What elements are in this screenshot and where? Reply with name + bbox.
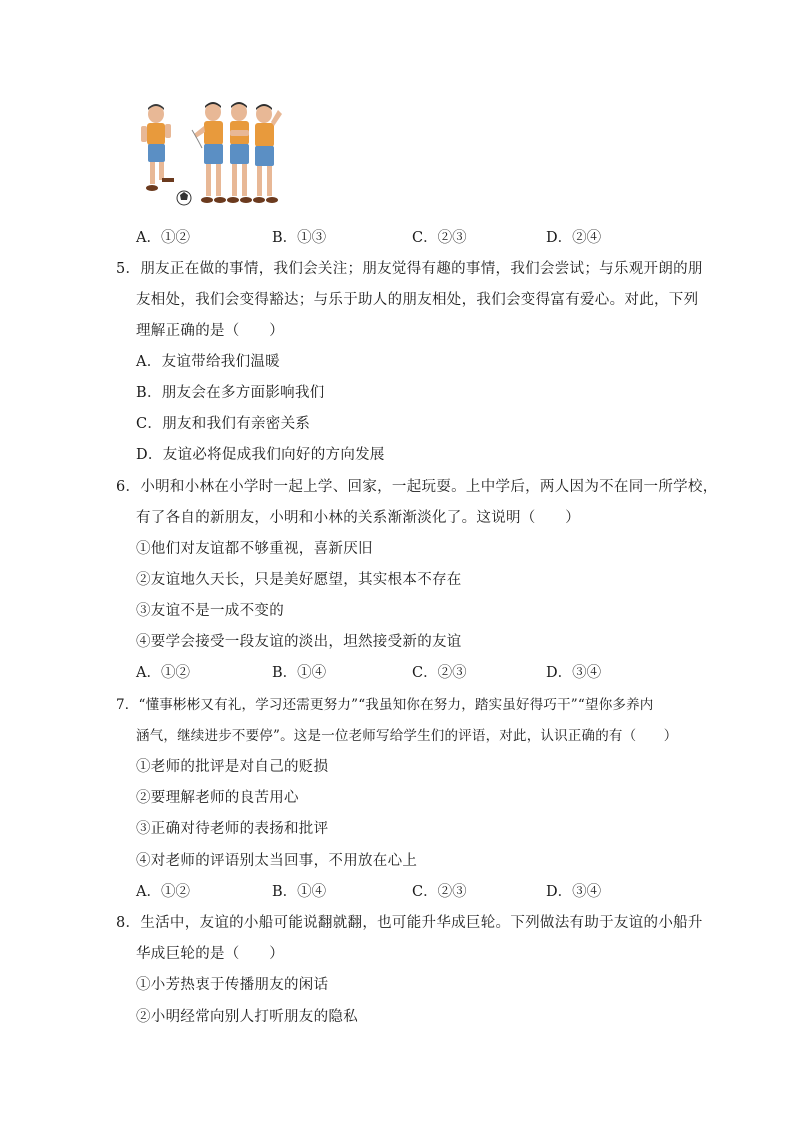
q4-option-a: A．①② (136, 230, 190, 246)
q6-option-d: D．③④ (546, 665, 602, 681)
q5-choice-a: A．友谊带给我们温暖 (136, 354, 280, 370)
q6-stem-line: 6．小明和小林在小学时一起上学、回家，一起玩耍。上中学后，两人因为不在同一所学校， (116, 479, 718, 495)
q5-choice-b: B．朋友会在多方面影响我们 (136, 385, 325, 401)
q7-item-3: ③正确对待老师的表扬和批评 (136, 821, 329, 837)
q6-item-1: ①他们对友谊都不够重视，喜新厌旧 (136, 541, 373, 557)
q8-item-2: ②小明经常向别人打听朋友的隐私 (136, 1009, 358, 1025)
q6-option-c: C．②③ (412, 665, 467, 681)
boys-with-football-illustration (138, 100, 286, 212)
q8-stem-line: 华成巨轮的是（ ） (136, 946, 284, 962)
q7-stem-line: 涵气，继续进步不要停”。这是一位老师写给学生们的评语，对此，认识正确的有（ ） (136, 728, 678, 744)
q6-item-4: ④要学会接受一段友谊的淡出，坦然接受新的友谊 (136, 634, 462, 650)
boy-figure (253, 104, 282, 203)
q6-option-b: B．①④ (272, 665, 327, 681)
boy-figure (227, 102, 252, 203)
boy-figure (192, 102, 226, 203)
q7-option-d: D．③④ (546, 884, 602, 900)
q4-option-c: C．②③ (412, 230, 467, 246)
q7-option-a: A．①② (136, 884, 190, 900)
q4-options-row (0, 228, 794, 248)
q7-option-c: C．②③ (412, 884, 467, 900)
q5-stem-line: 理解正确的是（ ） (136, 323, 284, 339)
q7-options-row (0, 882, 794, 902)
q7-item-4: ④对老师的评语别太当回事，不用放在心上 (136, 853, 418, 869)
q7-stem-line: 7．“懂事彬彬又有礼，学习还需更努力”“我虽知你在努力，踏实虽好得巧干”“望你多养内 (116, 697, 654, 713)
q7-option-b: B．①④ (272, 884, 327, 900)
q4-option-d: D．②④ (546, 230, 602, 246)
q6-item-2: ②友谊地久天长，只是美好愿望，其实根本不存在 (136, 572, 462, 588)
q7-item-1: ①老师的批评是对自己的贬损 (136, 759, 329, 775)
boy-figure (141, 104, 174, 191)
q6-option-a: A．①② (136, 665, 190, 681)
q8-item-1: ①小芳热衷于传播朋友的闲话 (136, 977, 329, 993)
q5-stem-line: 友相处，我们会变得豁达；与乐于助人的朋友相处，我们会变得富有爱心。对此，下列 (136, 292, 699, 308)
q5-stem-line: 5．朋友正在做的事情，我们会关注；朋友觉得有趣的事情，我们会尝试；与乐观开朗的朋 (116, 261, 703, 277)
q6-options-row (0, 663, 794, 683)
q8-stem-line: 8．生活中，友谊的小船可能说翻就翻，也可能升华成巨轮。下列做法有助于友谊的小船升 (116, 915, 703, 931)
q5-choice-d: D．友谊必将促成我们向好的方向发展 (136, 447, 385, 463)
q5-choice-c: C．朋友和我们有亲密关系 (136, 416, 311, 432)
q7-item-2: ②要理解老师的良苦用心 (136, 790, 299, 806)
q6-stem-line: 有了各自的新朋友，小明和小林的关系渐渐淡化了。这说明（ ） (136, 510, 580, 526)
q4-option-b: B．①③ (272, 230, 327, 246)
q6-item-3: ③友谊不是一成不变的 (136, 603, 284, 619)
